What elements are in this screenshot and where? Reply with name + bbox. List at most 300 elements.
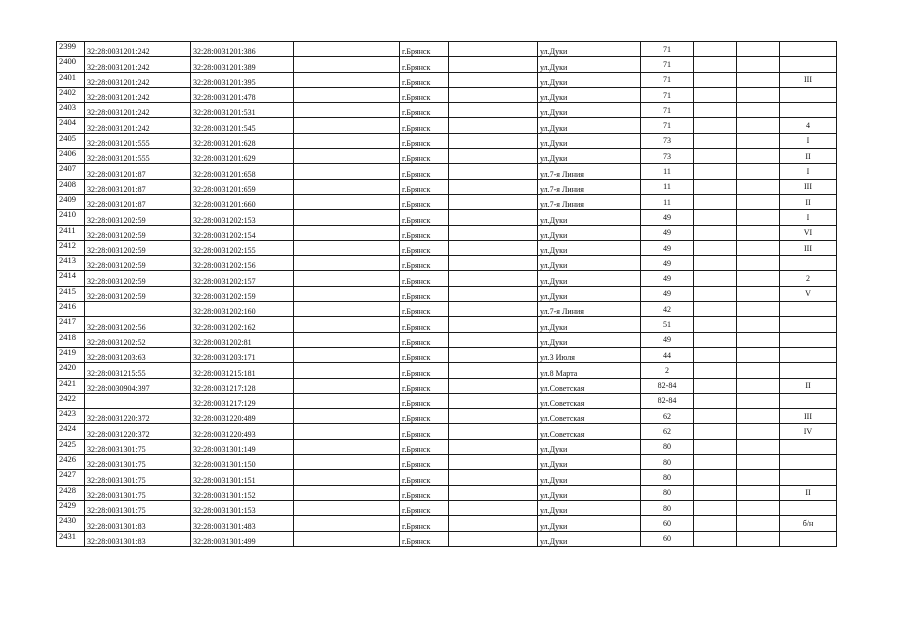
parcel-cadastral-number: 32:28:0031202:59 [85,225,191,240]
empty-cell [694,485,737,500]
object-cadastral-number: 32:28:0031202:157 [191,271,294,286]
table-body [57,42,837,547]
empty-cell [294,210,400,225]
house-number-cell: 82-84 [641,378,694,393]
empty-cell [737,485,780,500]
object-cadastral-number: 32:28:0031202:81 [191,332,294,347]
object-cadastral-number: 32:28:0031201:658 [191,164,294,179]
city-cell: г.Брянск [400,363,449,378]
city-cell: г.Брянск [400,256,449,271]
empty-cell [737,455,780,470]
table-row [57,225,837,240]
object-cadastral-number: 32:28:0031202:153 [191,210,294,225]
street-cell: ул.3 Июля [538,347,641,362]
empty-cell [694,516,737,531]
empty-cell [737,424,780,439]
table-row [57,439,837,454]
empty-cell [294,118,400,133]
house-number-cell: 44 [641,347,694,362]
object-cadastral-number: 32:28:0031215:181 [191,363,294,378]
empty-cell [737,470,780,485]
empty-cell [294,149,400,164]
empty-cell [294,409,400,424]
apartment-cell [780,531,837,546]
empty-cell [449,194,538,209]
house-number-cell: 11 [641,179,694,194]
empty-cell [294,332,400,347]
empty-cell [294,347,400,362]
empty-cell [449,332,538,347]
empty-cell [449,455,538,470]
empty-cell [449,271,538,286]
object-cadastral-number: 32:28:0031220:489 [191,409,294,424]
empty-cell [694,378,737,393]
object-cadastral-number: 32:28:0031301:151 [191,470,294,485]
empty-cell [449,164,538,179]
city-cell: г.Брянск [400,133,449,148]
street-cell: ул.Дуки [538,531,641,546]
house-number-cell: 80 [641,455,694,470]
empty-cell [737,516,780,531]
empty-cell [694,271,737,286]
empty-cell [294,470,400,485]
city-cell: г.Брянск [400,485,449,500]
parcel-cadastral-number: 32:28:0031301:83 [85,531,191,546]
parcel-cadastral-number: 32:28:0031202:59 [85,256,191,271]
object-cadastral-number: 32:28:0031203:171 [191,347,294,362]
apartment-cell: III [780,409,837,424]
row-number: 2431 [57,531,85,546]
empty-cell [694,103,737,118]
empty-cell [694,179,737,194]
table-row [57,149,837,164]
empty-cell [294,42,400,57]
empty-cell [294,103,400,118]
empty-cell [694,455,737,470]
empty-cell [449,286,538,301]
empty-cell [294,72,400,87]
empty-cell [294,424,400,439]
row-number: 2423 [57,409,85,424]
row-number: 2400 [57,57,85,72]
empty-cell [449,72,538,87]
object-cadastral-number: 32:28:0031202:160 [191,302,294,317]
parcel-cadastral-number: 32:28:0030904:397 [85,378,191,393]
row-number: 2416 [57,302,85,317]
table-row [57,256,837,271]
table-row [57,210,837,225]
city-cell: г.Брянск [400,455,449,470]
empty-cell [294,133,400,148]
table-row [57,72,837,87]
apartment-cell: I [780,210,837,225]
table-row [57,424,837,439]
object-cadastral-number: 32:28:0031201:660 [191,194,294,209]
house-number-cell: 71 [641,42,694,57]
city-cell: г.Брянск [400,42,449,57]
parcel-cadastral-number: 32:28:0031201:242 [85,103,191,118]
empty-cell [449,317,538,332]
empty-cell [737,286,780,301]
house-number-cell: 49 [641,332,694,347]
apartment-cell: I [780,133,837,148]
empty-cell [737,393,780,408]
table-row [57,302,837,317]
object-cadastral-number: 32:28:0031202:156 [191,256,294,271]
parcel-cadastral-number: 32:28:0031201:87 [85,194,191,209]
apartment-cell: II [780,149,837,164]
house-number-cell: 60 [641,516,694,531]
parcel-cadastral-number [85,393,191,408]
empty-cell [694,500,737,515]
house-number-cell: 73 [641,149,694,164]
row-number: 2408 [57,179,85,194]
empty-cell [294,516,400,531]
apartment-cell: III [780,240,837,255]
parcel-cadastral-number: 32:28:0031202:59 [85,240,191,255]
apartment-cell [780,455,837,470]
house-number-cell: 49 [641,210,694,225]
row-number: 2407 [57,164,85,179]
table-row [57,103,837,118]
empty-cell [694,531,737,546]
object-cadastral-number: 32:28:0031217:128 [191,378,294,393]
city-cell: г.Брянск [400,57,449,72]
object-cadastral-number: 32:28:0031201:659 [191,179,294,194]
parcel-cadastral-number: 32:28:0031202:59 [85,286,191,301]
street-cell: ул.Дуки [538,317,641,332]
apartment-cell [780,347,837,362]
city-cell: г.Брянск [400,516,449,531]
apartment-cell [780,256,837,271]
empty-cell [694,72,737,87]
table-row [57,516,837,531]
empty-cell [694,332,737,347]
house-number-cell: 71 [641,87,694,102]
street-cell: ул.Дуки [538,225,641,240]
object-cadastral-number: 32:28:0031220:493 [191,424,294,439]
house-number-cell: 49 [641,286,694,301]
city-cell: г.Брянск [400,424,449,439]
apartment-cell: III [780,72,837,87]
house-number-cell: 71 [641,57,694,72]
street-cell: ул.7-я Линия [538,302,641,317]
table-row [57,409,837,424]
empty-cell [294,485,400,500]
empty-cell [449,149,538,164]
street-cell: ул.Дуки [538,57,641,72]
empty-cell [737,240,780,255]
table-row [57,347,837,362]
empty-cell [449,133,538,148]
empty-cell [694,424,737,439]
empty-cell [737,347,780,362]
empty-cell [737,210,780,225]
row-number: 2409 [57,194,85,209]
street-cell: ул.Дуки [538,439,641,454]
object-cadastral-number: 32:28:0031201:629 [191,149,294,164]
apartment-cell [780,87,837,102]
row-number: 2417 [57,317,85,332]
empty-cell [449,424,538,439]
house-number-cell: 60 [641,531,694,546]
object-cadastral-number: 32:28:0031201:628 [191,133,294,148]
city-cell: г.Брянск [400,179,449,194]
city-cell: г.Брянск [400,225,449,240]
table-row [57,286,837,301]
apartment-cell [780,57,837,72]
object-cadastral-number: 32:28:0031202:162 [191,317,294,332]
street-cell: ул.Дуки [538,240,641,255]
empty-cell [449,210,538,225]
row-number: 2429 [57,500,85,515]
object-cadastral-number: 32:28:0031301:499 [191,531,294,546]
apartment-cell: II [780,194,837,209]
empty-cell [294,455,400,470]
apartment-cell: б/н [780,516,837,531]
empty-cell [694,240,737,255]
parcel-cadastral-number: 32:28:0031203:63 [85,347,191,362]
empty-cell [449,470,538,485]
empty-cell [737,194,780,209]
city-cell: г.Брянск [400,500,449,515]
parcel-cadastral-number: 32:28:0031220:372 [85,424,191,439]
house-number-cell: 49 [641,271,694,286]
table-row [57,87,837,102]
street-cell: ул.Дуки [538,42,641,57]
house-number-cell: 49 [641,256,694,271]
empty-cell [294,256,400,271]
empty-cell [694,118,737,133]
empty-cell [737,500,780,515]
city-cell: г.Брянск [400,103,449,118]
row-number: 2401 [57,72,85,87]
empty-cell [694,256,737,271]
empty-cell [449,256,538,271]
apartment-cell: 2 [780,271,837,286]
street-cell: ул.7-я Линия [538,164,641,179]
empty-cell [737,57,780,72]
street-cell: ул.Дуки [538,271,641,286]
city-cell: г.Брянск [400,87,449,102]
apartment-cell: VI [780,225,837,240]
empty-cell [294,363,400,378]
empty-cell [737,256,780,271]
street-cell: ул.Дуки [538,332,641,347]
empty-cell [294,302,400,317]
empty-cell [694,393,737,408]
parcel-cadastral-number: 32:28:0031201:242 [85,118,191,133]
table-row [57,240,837,255]
city-cell: г.Брянск [400,149,449,164]
city-cell: г.Брянск [400,302,449,317]
parcel-cadastral-number: 32:28:0031215:55 [85,363,191,378]
house-number-cell: 82-84 [641,393,694,408]
empty-cell [694,363,737,378]
empty-cell [694,87,737,102]
city-cell: г.Брянск [400,409,449,424]
city-cell: г.Брянск [400,347,449,362]
empty-cell [449,87,538,102]
row-number: 2430 [57,516,85,531]
house-number-cell: 11 [641,164,694,179]
table-row [57,194,837,209]
parcel-cadastral-number: 32:28:0031201:555 [85,149,191,164]
empty-cell [694,210,737,225]
apartment-cell [780,103,837,118]
parcel-cadastral-number: 32:28:0031201:242 [85,87,191,102]
object-cadastral-number: 32:28:0031202:159 [191,286,294,301]
object-cadastral-number: 32:28:0031217:129 [191,393,294,408]
empty-cell [694,347,737,362]
row-number: 2418 [57,332,85,347]
parcel-cadastral-number: 32:28:0031301:75 [85,485,191,500]
empty-cell [737,87,780,102]
row-number: 2426 [57,455,85,470]
street-cell: ул.Дуки [538,470,641,485]
row-number: 2399 [57,42,85,57]
street-cell: ул.Советская [538,393,641,408]
table-row [57,133,837,148]
city-cell: г.Брянск [400,393,449,408]
apartment-cell [780,302,837,317]
street-cell: ул.Дуки [538,500,641,515]
street-cell: ул.Дуки [538,72,641,87]
empty-cell [737,164,780,179]
empty-cell [737,363,780,378]
table-row [57,531,837,546]
empty-cell [294,225,400,240]
house-number-cell: 71 [641,72,694,87]
apartment-cell [780,470,837,485]
empty-cell [294,271,400,286]
parcel-cadastral-number: 32:28:0031301:75 [85,439,191,454]
city-cell: г.Брянск [400,72,449,87]
street-cell: ул.7-я Линия [538,194,641,209]
apartment-cell [780,332,837,347]
empty-cell [694,317,737,332]
empty-cell [294,286,400,301]
city-cell: г.Брянск [400,531,449,546]
empty-cell [737,118,780,133]
empty-cell [294,500,400,515]
empty-cell [294,194,400,209]
house-number-cell: 2 [641,363,694,378]
empty-cell [737,409,780,424]
row-number: 2402 [57,87,85,102]
object-cadastral-number: 32:28:0031202:154 [191,225,294,240]
empty-cell [694,164,737,179]
parcel-cadastral-number: 32:28:0031201:242 [85,57,191,72]
empty-cell [449,179,538,194]
parcel-cadastral-number: 32:28:0031201:87 [85,179,191,194]
empty-cell [294,179,400,194]
street-cell: ул.Советская [538,409,641,424]
table-row [57,164,837,179]
parcel-cadastral-number: 32:28:0031220:372 [85,409,191,424]
empty-cell [449,42,538,57]
empty-cell [294,240,400,255]
empty-cell [449,439,538,454]
empty-cell [294,87,400,102]
street-cell: ул.Советская [538,424,641,439]
empty-cell [737,317,780,332]
empty-cell [449,363,538,378]
city-cell: г.Брянск [400,164,449,179]
table-row [57,378,837,393]
table-row [57,179,837,194]
empty-cell [694,42,737,57]
empty-cell [449,485,538,500]
city-cell: г.Брянск [400,286,449,301]
parcel-cadastral-number: 32:28:0031301:83 [85,516,191,531]
object-cadastral-number: 32:28:0031301:149 [191,439,294,454]
house-number-cell: 73 [641,133,694,148]
object-cadastral-number: 32:28:0031202:155 [191,240,294,255]
parcel-cadastral-number: 32:28:0031201:242 [85,42,191,57]
row-number: 2411 [57,225,85,240]
parcel-cadastral-number [85,302,191,317]
row-number: 2420 [57,363,85,378]
apartment-cell: 4 [780,118,837,133]
table-row [57,485,837,500]
empty-cell [294,317,400,332]
city-cell: г.Брянск [400,118,449,133]
row-number: 2405 [57,133,85,148]
empty-cell [449,500,538,515]
table-row [57,455,837,470]
city-cell: г.Брянск [400,332,449,347]
empty-cell [737,302,780,317]
object-cadastral-number: 32:28:0031201:545 [191,118,294,133]
empty-cell [694,194,737,209]
apartment-cell: III [780,179,837,194]
empty-cell [294,378,400,393]
house-number-cell: 49 [641,240,694,255]
row-number: 2419 [57,347,85,362]
parcel-cadastral-number: 32:28:0031301:75 [85,470,191,485]
empty-cell [737,531,780,546]
object-cadastral-number: 32:28:0031301:152 [191,485,294,500]
empty-cell [449,103,538,118]
house-number-cell: 71 [641,118,694,133]
empty-cell [449,409,538,424]
apartment-cell [780,363,837,378]
empty-cell [737,271,780,286]
city-cell: г.Брянск [400,210,449,225]
empty-cell [449,240,538,255]
row-number: 2403 [57,103,85,118]
street-cell: ул.Дуки [538,87,641,102]
house-number-cell: 80 [641,500,694,515]
apartment-cell [780,317,837,332]
empty-cell [737,439,780,454]
row-number: 2424 [57,424,85,439]
empty-cell [694,302,737,317]
object-cadastral-number: 32:28:0031201:386 [191,42,294,57]
empty-cell [294,393,400,408]
apartment-cell [780,42,837,57]
row-number: 2415 [57,286,85,301]
parcel-cadastral-number: 32:28:0031301:75 [85,500,191,515]
empty-cell [737,42,780,57]
object-cadastral-number: 32:28:0031201:395 [191,72,294,87]
table-row [57,42,837,57]
row-number: 2414 [57,271,85,286]
table-row [57,317,837,332]
parcel-cadastral-number: 32:28:0031201:555 [85,133,191,148]
empty-cell [737,149,780,164]
